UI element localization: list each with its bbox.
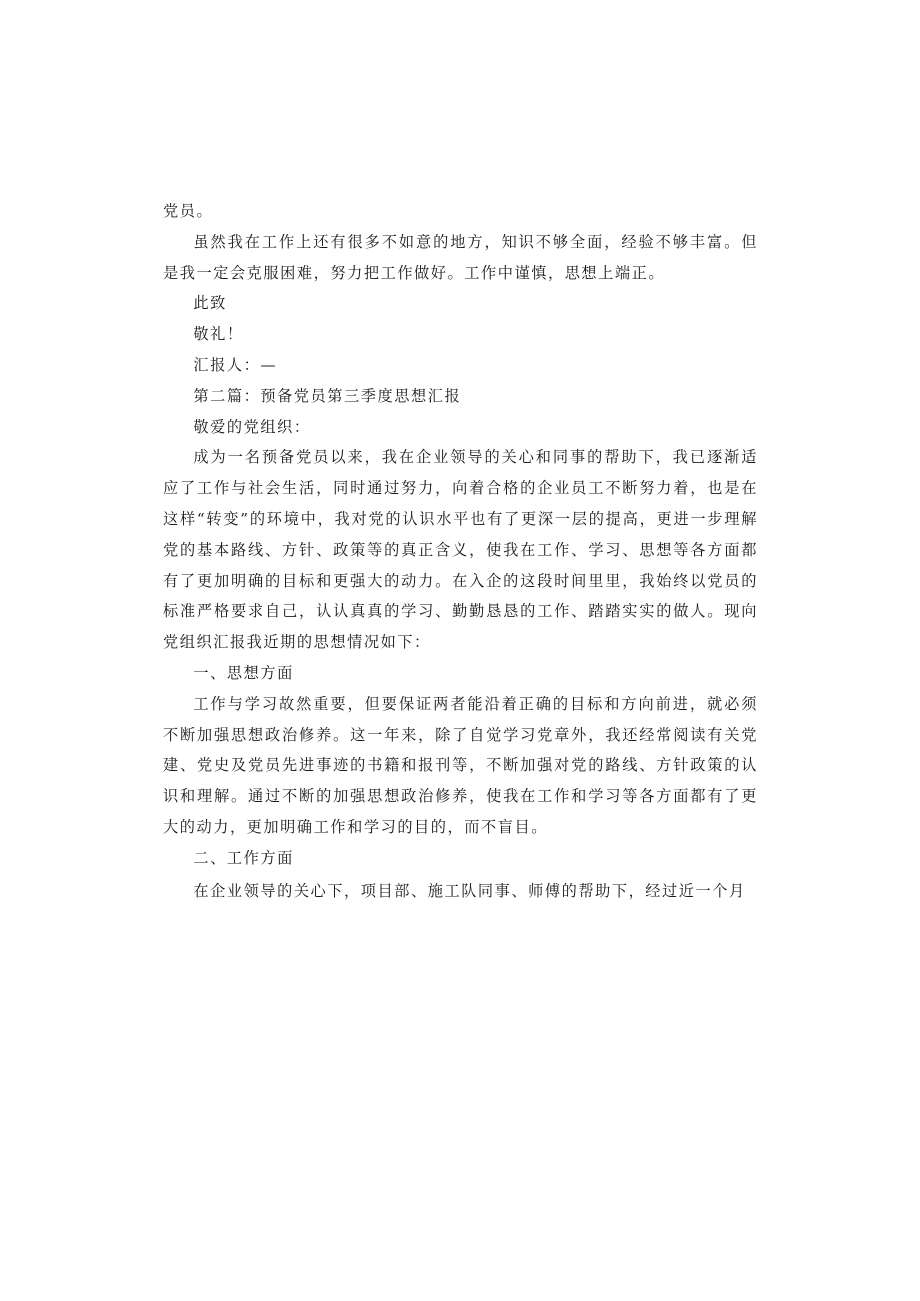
document-page bbox=[163, 196, 758, 906]
reporter-line: 汇报人：— bbox=[193, 355, 278, 374]
paragraph-continuation: 党员。 bbox=[163, 202, 214, 220]
paragraph-body: 成为一名预备党员以来，我在企业领导的关心和同事的帮助下，我已逐渐适应了工作与社会生活，同时通过努力，向着合格的企业员工不断努力着，也是在这样“转变”的环境中，我对党的认识水平也有了更深一层的提高，更进一步理解党的基本路线、方针、政策等的真正含义，使我在工作、学习、思想等各方面都有了更加明确的目标和更强大的动力。在入企的这段时间里里，我始终以党员的标准严格要求自己，认认真真的学习、勤勤恳恳的工作、踏踏实实的做人。现向党组织汇报我近期的思想情况如下： bbox=[163, 448, 758, 652]
paragraph-body: 虽然我在工作上还有很多不如意的地方，知识不够全面，经验不够丰富。但是我一定会克服困难，努力把工作做好。工作中谨慎，思想上端正。 bbox=[163, 232, 758, 282]
closing-respect: 敬礼！ bbox=[193, 325, 244, 344]
heading-work: 二、工作方面 bbox=[193, 848, 294, 867]
closing-salutation: 此致 bbox=[193, 294, 227, 313]
section-title: 第二篇：预备党员第三季度思想汇报 bbox=[193, 386, 462, 405]
paragraph-body: 工作与学习故然重要，但要保证两者能沿着正确的目标和方向前进，就必须不断加强思想政治修养。这一年来，除了自觉学习党章外，我还经常阅读有关党建、党史及党员先进事迹的书籍和报刊等，不断加强对党的路线、方针政策的认识和理解。通过不断的加强思想政治修养，使我在工作和学习等各方面都有了更大的动力，更加明确工作和学习的目的，而不盲目。 bbox=[163, 694, 758, 836]
greeting: 敬爱的党组织： bbox=[193, 417, 311, 436]
heading-ideology: 一、思想方面 bbox=[193, 663, 294, 682]
paragraph-body: 在企业领导的关心下，项目部、施工队同事、师傅的帮助下，经过近一个月 bbox=[193, 881, 746, 900]
